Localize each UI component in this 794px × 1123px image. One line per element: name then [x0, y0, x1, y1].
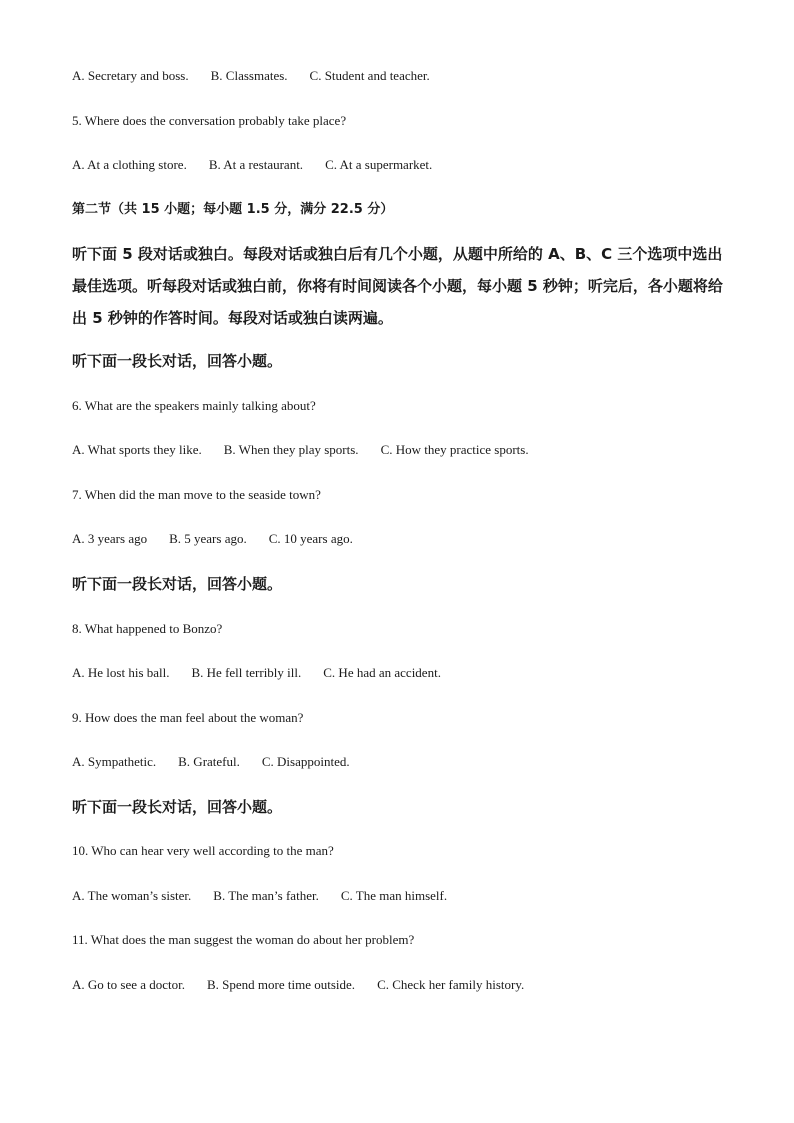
q9-options — [72, 754, 372, 770]
option-a: A. Sympathetic. — [72, 754, 157, 769]
option-b: B. 5 years ago. — [169, 531, 247, 546]
option-a: A. At a clothing store. — [72, 157, 187, 172]
dialogue-prompt: 听下面一段长对话，回答小题。 — [72, 575, 283, 593]
option-b: B. He fell terribly ill. — [191, 665, 302, 680]
option-b: B. At a restaurant. — [208, 157, 304, 172]
q4-options — [72, 68, 452, 84]
q6-options — [72, 442, 551, 458]
option-c: C. Student and teacher. — [309, 68, 430, 83]
option-a: A. What sports they like. — [72, 442, 202, 457]
section-instructions: 听下面 5 段对话或独白。每段对话或独白后有几个小题，从题中所给的 A、B、C 三个选项中选出最佳选项。听每段对话或独白前，你将有时间阅读各个小题，每小题 5 秒钟；听完后，各小题将给出 5 秒钟的作答时间。每段对话或独白读两遍。 — [72, 245, 723, 327]
option-c: C. The man himself. — [340, 888, 448, 903]
q7-options — [72, 531, 375, 547]
q8-options — [72, 665, 463, 681]
question-5: 5. Where does the conversation probably take place? — [72, 113, 347, 128]
q5-options — [72, 157, 454, 173]
question-9: 9. How does the man feel about the woman? — [72, 710, 304, 725]
option-b: B. Grateful. — [178, 754, 240, 769]
option-c: C. How they practice sports. — [380, 442, 529, 457]
option-b: B. When they play sports. — [223, 442, 359, 457]
question-6: 6. What are the speakers mainly talking about? — [72, 398, 316, 413]
option-a: A. Secretary and boss. — [72, 68, 189, 83]
option-b: B. Spend more time outside. — [207, 977, 356, 992]
section-2-heading: 第二节（共 15 小题；每小题 1.5 分，满分 22.5 分） — [72, 202, 394, 217]
option-c: C. Check her family history. — [377, 977, 525, 992]
option-a: A. The woman’s sister. — [72, 888, 192, 903]
question-8: 8. What happened to Bonzo? — [72, 621, 223, 636]
dialogue-prompt: 听下面一段长对话，回答小题。 — [72, 798, 283, 816]
dialogue-prompt: 听下面一段长对话，回答小题。 — [72, 352, 283, 370]
option-c: C. 10 years ago. — [268, 531, 353, 546]
q10-options — [72, 888, 469, 904]
option-b: B. Classmates. — [210, 68, 288, 83]
question-7: 7. When did the man move to the seaside town? — [72, 487, 321, 502]
option-c: C. Disappointed. — [261, 754, 350, 769]
option-a: A. He lost his ball. — [72, 665, 170, 680]
option-a: A. Go to see a doctor. — [72, 977, 186, 992]
option-a: A. 3 years ago — [72, 531, 148, 546]
option-c: C. He had an accident. — [323, 665, 441, 680]
option-b: B. The man’s father. — [213, 888, 319, 903]
question-10: 10. Who can hear very well according to the man? — [72, 843, 334, 858]
option-c: C. At a supermarket. — [325, 157, 433, 172]
question-11: 11. What does the man suggest the woman do about her problem? — [72, 932, 415, 947]
q11-options — [72, 977, 546, 993]
